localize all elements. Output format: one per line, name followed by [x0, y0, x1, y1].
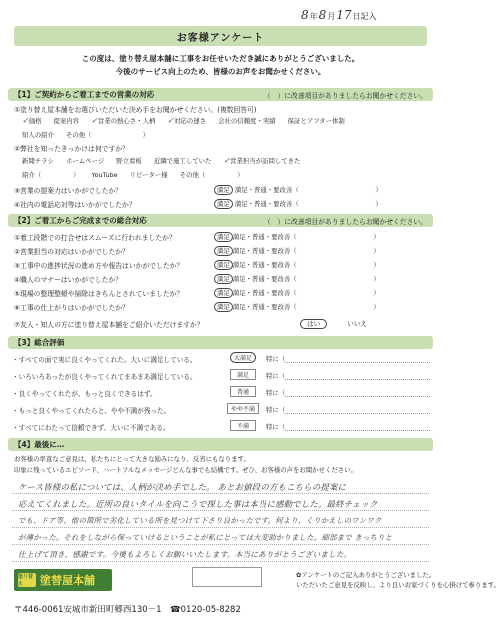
scale-selected[interactable]: 満足: [214, 246, 233, 256]
date-number: 17: [336, 8, 352, 22]
s2-q6-scale: [214, 302, 380, 311]
option-introduction[interactable]: 紹介（ ）: [22, 171, 80, 179]
rating-note-line: [285, 362, 430, 363]
scale-selected[interactable]: 満足: [214, 185, 233, 195]
survey-title: お客様アンケート: [14, 26, 427, 46]
intro-text: [14, 52, 427, 78]
s1-q2-options-row2: [22, 170, 254, 179]
rating-note-line: [285, 396, 430, 397]
s2-question-2: ②営業担当の対応はいかがでしたか？: [14, 248, 129, 256]
rating-box-somewhat-dissatisfied[interactable]: やや不満: [227, 403, 259, 414]
name-box[interactable]: [192, 567, 262, 587]
answer-no[interactable]: いいえ: [347, 320, 368, 328]
section4-intro-2: 印象に残っているエピソード、ハートフルなメッセージどんな事でも結構です。ぜひ、お客様の声をお聞かせください。: [14, 466, 357, 474]
option-other-2[interactable]: その他（ ）: [179, 171, 244, 179]
check-mark-icon: ✓: [22, 116, 29, 125]
closing-message: [296, 570, 500, 590]
scale-selected[interactable]: 満足: [214, 302, 233, 312]
s2-question-5: ⑤現場の整理整頓や掃除はきちんとされていましたか？: [14, 290, 184, 298]
intro-line-1: この度は、塗り替え屋本舗に工事をお任せいただき誠にありがとうございました。: [81, 54, 360, 63]
s2-question-4: ④職人のマナーはいかがでしたか？: [14, 276, 123, 284]
day-label: 月: [327, 12, 336, 21]
handwritten-line-1: ケース皆様の私については、人柄が決め手でした。 あとお値段の方もこちらの提案に: [18, 482, 347, 492]
s1-q3-scale: [214, 185, 382, 194]
rating-row-2: ・いろいろあったが良くやってくれてまあまあ満足している。: [12, 373, 197, 381]
handwritten-line-4: が薄かった。それをしながら保っていけるということが私にとっては大変助かりました。細部まで きっちりと: [18, 533, 393, 542]
company-address: 〒446-0061安城市新田町郷西130－1 ☎0120-05-8282: [14, 605, 241, 615]
section1-note: （ ）に改善項目がありましたらお聞かせください。: [263, 91, 427, 100]
s2-q3-scale: [214, 260, 380, 269]
option-sales-attitude[interactable]: 営業の熱心さ・人柄: [97, 117, 156, 125]
rating-note-line: [285, 413, 430, 414]
rating-note: 特に（: [266, 423, 286, 431]
option-billboard[interactable]: 野立看板: [116, 157, 142, 165]
s1-q4-scale: [214, 199, 382, 208]
closing-line-2: いただいたご意見を反映し、より良いお家づくりを心掛けて参ります。: [296, 581, 500, 589]
option-homepage[interactable]: ホームページ: [66, 157, 105, 165]
scale-selected[interactable]: 満足: [214, 199, 233, 209]
scale-options: 満足・普通・要改善（ ）: [234, 186, 382, 194]
company-logo: [14, 569, 112, 591]
rating-row-4: ・もっと良くやってくれたらと、やや不満が残った。: [12, 407, 171, 415]
s2-question-1: ①着工段階での打合せはスムーズに行われましたか？: [14, 234, 176, 242]
option-sales-visit[interactable]: 営業担当が訪問してきた: [230, 157, 301, 165]
section1-title: 【1】ご契約からご着工までの営業の対応: [14, 90, 155, 99]
s2-q4-scale: [214, 274, 380, 283]
s2-question-6: ⑥工事の仕上がりはいかがでしたか？: [14, 304, 129, 312]
rating-box-very-satisfied[interactable]: 大満足: [230, 352, 256, 363]
s1-q2-options-row1: [22, 156, 310, 165]
scale-options: 満足・普通・要改善（ ）: [232, 247, 380, 255]
rating-box-satisfied[interactable]: 満足: [230, 369, 256, 380]
option-youtube[interactable]: YouTube: [91, 171, 118, 179]
s1-question-2: ②弊社を知ったきっかけは何ですか？: [14, 145, 129, 153]
option-speed[interactable]: 対応の速さ: [174, 117, 207, 125]
scale-selected[interactable]: 満足: [214, 274, 233, 284]
s2-question-7: ⑦友人・知人の方に塗り替え屋本舗をご紹介いただけますか？: [14, 321, 204, 329]
rating-note: 特に（: [266, 355, 286, 363]
scale-options: 満足・普通・要改善（ ）: [232, 233, 380, 241]
option-nearby-work[interactable]: 近隣で施工していた: [153, 157, 212, 165]
s1-question-4: ④社内の電話応対等はいかがでしたか？: [14, 201, 136, 209]
option-repeater[interactable]: リピーター様: [129, 171, 168, 179]
rating-box-normal[interactable]: 普通: [230, 386, 256, 397]
rating-row-3: ・良くやってくれたが、もっと良くできるはず。: [12, 390, 157, 398]
scale-options: 満足・普通・要改善（ ）: [234, 200, 382, 208]
handwritten-line-3: でも、ドア等、他の箇所で劣化している所を見つけて下さり良かったです。何より、くりかえしのワンワク: [18, 516, 382, 525]
rating-row-1: ・すべての面で実に良くやってくれた。大いに満足している。: [12, 356, 197, 364]
section4-intro-1: お客様の率直なご意見は、私たちにとって大きな励みになり、反省にもなります。: [14, 455, 250, 463]
option-warranty[interactable]: 保証とアフター体制: [287, 117, 345, 125]
scale-selected[interactable]: 満足: [214, 232, 233, 242]
check-mark-icon: ✓: [223, 156, 231, 165]
day-handwritten: 8: [318, 8, 327, 22]
scale-options: 満足・普通・要改善（ ）: [232, 303, 380, 311]
section2-title: 【2】ご着工からご完成までの総合対応: [14, 216, 147, 225]
option-proposal[interactable]: 提案内容: [53, 117, 80, 125]
rating-note-line: [285, 430, 430, 431]
answer-yes[interactable]: はい: [300, 319, 327, 329]
section4-intro: [14, 454, 429, 476]
s2-q5-scale: [214, 288, 380, 297]
check-mark-icon: ✓: [167, 116, 175, 125]
option-reliability[interactable]: 会社の信頼度・実績: [218, 117, 276, 125]
handwritten-line-2: 応えてくれました。近所の良いタイルを向こうで探した事は本当に感動でした。最終チェック: [18, 499, 378, 509]
section3-title: 【3】総合評価: [14, 338, 65, 347]
rating-box-dissatisfied[interactable]: 不満: [230, 420, 256, 431]
s1-q1-options-row1: [22, 116, 355, 125]
month-handwritten: 8: [301, 8, 309, 22]
month-label: 年: [309, 12, 318, 21]
logo-text: 塗替屋本舗: [40, 574, 95, 587]
scale-options: 満足・普通・要改善（ ）: [232, 289, 380, 297]
scale-selected[interactable]: 満足: [214, 288, 233, 298]
s2-q7-answers: [300, 318, 367, 328]
s2-q1-scale: [214, 232, 380, 241]
intro-line-2: 今後のサービス向上のため、皆様のお声をお聞かせください。: [115, 67, 326, 76]
s2-q2-scale: [214, 246, 380, 255]
entry-date: [300, 8, 377, 22]
s1-question-1: ①塗り替え屋本舗をお選びいただいた決め手をお聞かせください。(複数回答可): [14, 106, 257, 114]
option-price[interactable]: 価格: [28, 117, 42, 125]
section2-heading: [8, 214, 433, 227]
option-referral[interactable]: 知人の紹介: [22, 131, 54, 139]
section4-heading: [8, 438, 433, 451]
handwritten-line-5: 仕上げて頂き、感謝です。今後もよろしくお願いいたします。本当にありがとうございました。: [18, 550, 352, 559]
rating-row-5: ・すべてにわたって信頼できず、大いに不満である。: [12, 424, 170, 432]
s2-question-3: ③工事中の進捗状況の進め方や報告はいかがでしたか？: [14, 262, 184, 270]
scale-options: 満足・普通・要改善（ ）: [232, 261, 380, 269]
logo-mark: 塗り替え: [18, 573, 36, 587]
option-flyer[interactable]: 新聞チラシ: [22, 157, 54, 165]
closing-line-1: ✿アンケートのご記入ありがとうございました。: [296, 571, 436, 579]
section1-heading: [8, 88, 433, 101]
scale-options: 満足・普通・要改善（ ）: [232, 275, 380, 283]
date-suffix: 日記入: [352, 12, 377, 21]
section2-note: （ ）に改善項目がありましたらお聞かせください。: [263, 217, 427, 226]
rating-note-line: [285, 379, 430, 380]
rating-note: 特に（: [266, 372, 286, 380]
s1-q1-options-row2: [22, 130, 159, 139]
s1-question-3: ③営業の提案力はいかがでしたか？: [14, 187, 123, 195]
check-mark-icon: ✓: [91, 116, 98, 125]
rating-note: 特に（: [266, 389, 286, 397]
section4-title: 【4】最後に…: [14, 440, 65, 449]
option-other[interactable]: その他（ ）: [66, 131, 150, 139]
scale-selected[interactable]: 満足: [214, 260, 233, 270]
section3-heading: [8, 336, 433, 349]
rating-note: 特に（: [266, 406, 286, 414]
